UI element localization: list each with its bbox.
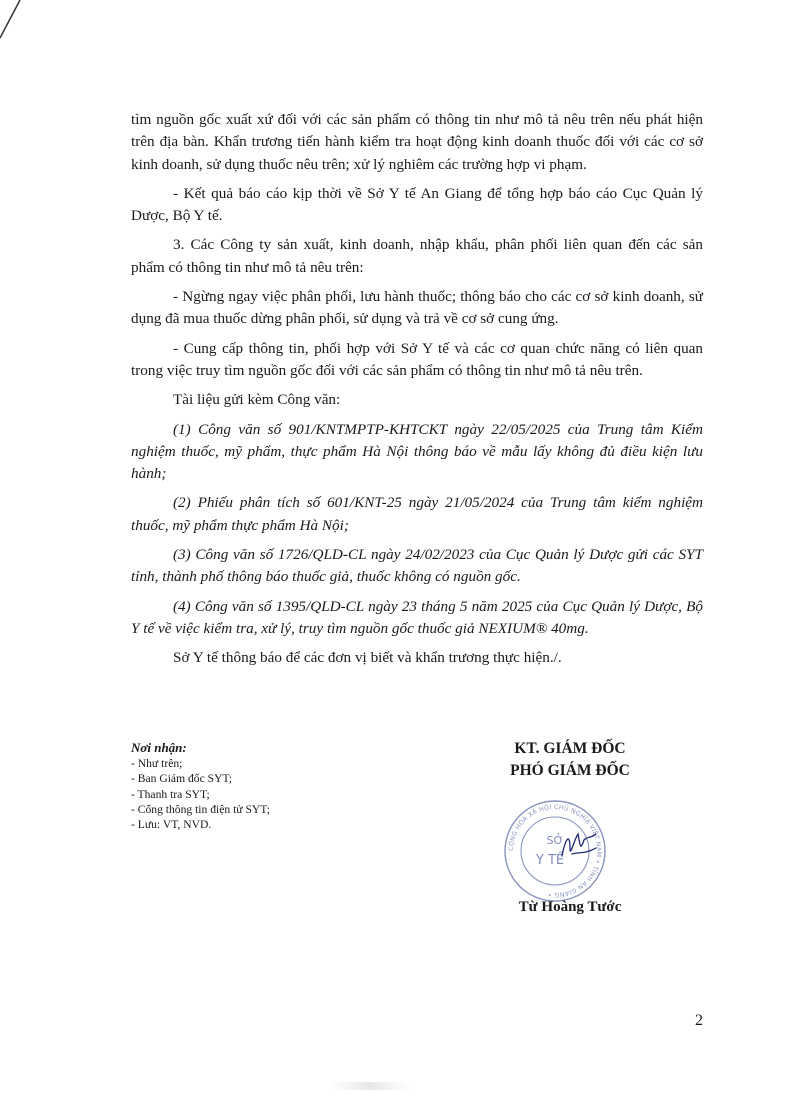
paragraph-continuation: tìm nguồn gốc xuất xứ đối với các sản phẩm có thông tin như mô tả nêu trên nếu phát hiện trên địa bàn. Khẩn trương tiến hành kiểm tra hoạt động kinh doanh thuốc đối với các cơ sở kinh doanh, sử dụng thuốc nêu trên; xử lý nghiêm các trường hợp vi phạm. <box>131 111 703 173</box>
recipient-item: - Như trên; <box>131 757 183 771</box>
paragraph-report: - Kết quả báo cáo kịp thời về Sở Y tế An Giang để tổng hợp báo cáo Cục Quản lý Dược, Bộ Y tế. <box>131 184 703 225</box>
document-body <box>131 109 703 677</box>
page-number: 2 <box>695 1012 703 1029</box>
scan-artifact <box>330 1082 410 1090</box>
signature-title-line-1: KT. GIÁM ĐỐC <box>514 740 626 757</box>
handwritten-signature-icon <box>562 834 596 856</box>
attachments-heading: Tài liệu gửi kèm Công văn: <box>173 391 341 409</box>
signature-title-line-2: PHÓ GIÁM ĐỐC <box>510 762 630 779</box>
recipient-item: - Cổng thông tin điện tử SYT; <box>131 802 270 816</box>
signer-name: Từ Hoàng Tước <box>518 899 622 915</box>
scan-corner-mark <box>0 0 24 40</box>
paragraph-provide-info: - Cung cấp thông tin, phối hợp với Sở Y tế và các cơ quan chức năng có liên quan trong việc truy tìm nguồn gốc đối với các sản phẩm có thông tin như mô tả nêu trên. <box>131 339 703 379</box>
paragraph-stop-distribution: - Ngừng ngay việc phân phối, lưu hành thuốc; thông báo cho các cơ sở kinh doanh, sử dụng đã mua thuốc dừng phân phối, sử dụng và trả về cơ sở cung ứng. <box>131 288 703 328</box>
stamp-top-text: SỞ <box>546 834 564 847</box>
recipients-title: Nơi nhận: <box>131 740 187 755</box>
stamp-bottom-text: Y TẾ <box>535 853 565 868</box>
attachment-item-3: (3) Công văn số 1726/QLD-CL ngày 24/02/2023 của Cục Quản lý Dược gửi các SYT tỉnh, thành phố thông báo thuốc giả, thuốc không có nguồn gốc. <box>131 546 703 586</box>
attachment-item-2: (2) Phiếu phân tích số 601/KNT-25 ngày 21/05/2024 của Trung tâm kiểm nghiệm thuốc, mỹ phẩm thực phẩm Hà Nội; <box>131 494 703 534</box>
attachment-item-1: (1) Công văn số 901/KNTMPTP-KHTCKT ngày 22/05/2025 của Trung tâm Kiểm nghiệm thuốc, mỹ phẩm, thực phẩm Hà Nội thông báo về mẫu lấy không đủ điều kiện lưu hành; <box>131 420 703 483</box>
recipient-item: - Lưu: VT, NVD. <box>131 818 212 832</box>
closing-statement: Sở Y tế thông báo để các đơn vị biết và khẩn trương thực hiện./. <box>173 649 562 667</box>
paragraph-section-3: 3. Các Công ty sản xuất, kinh doanh, nhập khẩu, phân phối liên quan đến các sản phẩm có thông tin như mô tả nêu trên: <box>131 236 703 276</box>
attachment-item-4: (4) Công văn số 1395/QLD-CL ngày 23 tháng 5 năm 2025 của Cục Quản lý Dược, Bộ Y tế về việc kiểm tra, xử lý, truy tìm nguồn gốc thuốc giả NEXIUM® 40mg. <box>131 597 703 637</box>
signature-title-block <box>480 738 660 782</box>
stamp-ring-text: CỘNG HÒA XÃ HỘI CHỦ NGHĨA VIỆT NAM • TỈNH AN GIANG • <box>507 803 603 899</box>
official-seal-stamp-icon <box>500 796 610 906</box>
recipients-block <box>131 740 391 832</box>
recipient-item: - Thanh tra SYT; <box>131 787 210 801</box>
recipient-item: - Ban Giám đốc SYT; <box>131 772 233 786</box>
